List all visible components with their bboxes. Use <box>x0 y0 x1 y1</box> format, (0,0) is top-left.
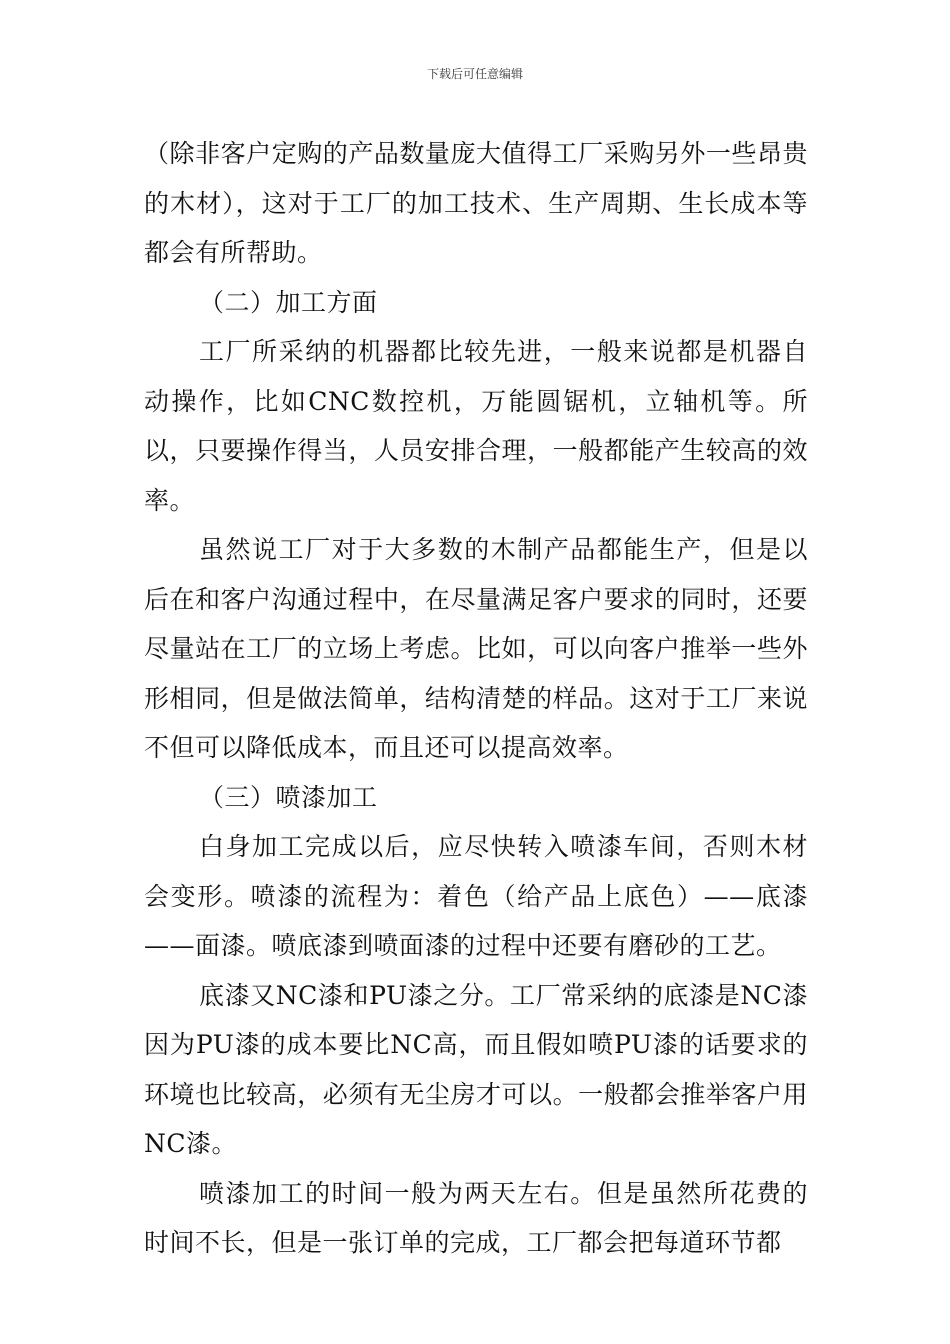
paragraph-primer-types: 底漆又NC漆和PU漆之分。工厂常采纳的底漆是NC漆因为PU漆的成本要比NC高，而且假如喷PU漆的话要求的环境也比较高，必须有无尘房才可以。一般都会推举客户用NC漆。 <box>144 980 808 1158</box>
paragraph-customer-communication: 虽然说工厂对于大多数的木制产品都能生产，但是以后在和客户沟通过程中，在尽量满足客户要求的同时，还要尽量站在工厂的立场上考虑。比如，可以向客户推举一些外形相同，但是做法简单，结构清楚的样品。这对于工厂来说不但可以降低成本，而且还可以提高效率。 <box>144 535 808 762</box>
document-body <box>144 129 808 1268</box>
paragraph-machines: 工厂所采纳的机器都比较先进，一般来说都是机器自动操作，比如CNC数控机，万能圆锯机，立轴机等。所以，只要操作得当，人员安排合理，一般都能产生较高的效率。 <box>144 337 808 515</box>
paragraph-paint-process: 白身加工完成以后，应尽快转入喷漆车间，否则木材会变形。喷漆的流程为：着色（给产品上底色）——底漆——面漆。喷底漆到喷面漆的过程中还要有磨砂的工艺。 <box>144 832 808 960</box>
page-header-note: 下载后可任意编辑 <box>426 67 523 81</box>
paragraph-continuation: （除非客户定购的产品数量庞大值得工厂采购另外一些昂贵的木材），这对于工厂的加工技术、生产周期、生长成本等都会有所帮助。 <box>144 139 808 267</box>
paragraph-paint-time: 喷漆加工的时间一般为两天左右。但是虽然所花费的时间不长，但是一张订单的完成，工厂都会把每道环节都 <box>144 1178 808 1257</box>
section-heading-processing: （二）加工方面 <box>199 287 378 317</box>
section-heading-painting: （三）喷漆加工 <box>199 782 378 812</box>
